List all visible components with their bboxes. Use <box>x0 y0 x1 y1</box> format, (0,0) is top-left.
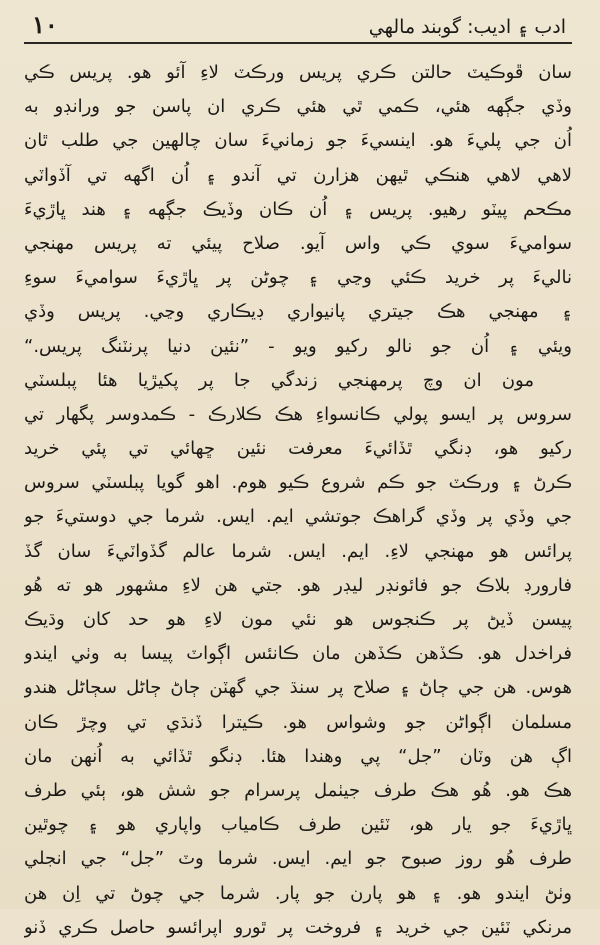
text-line: هڪ هو. هُو هڪ طرف جيٺمل پرسرام جو شش هو، ٻئي طرف <box>24 779 572 801</box>
text-line: فراخدل هو. ڪڏهن ڪڏهن مان ڪانئس اڳواٽ پيسا به وٺي ايندو <box>24 643 572 665</box>
text-line: پرائس هو مهنجي لاءِ. ايم. ايس. شرما عالم گڏواٽيءَ سان گڏ <box>24 540 572 562</box>
text-line: طرف هُو روز صبوح جو ايم. ايس. شرما وٽ ”جل“ جي انجلي <box>24 848 572 870</box>
running-head: ادب ۽ اديب: گوبند مالهي <box>368 16 566 38</box>
text-line: سروس پر ايسو پولي ڪانسواءِ هڪ ڪلارڪ - ڪمدوسر پگهار تي <box>24 403 572 425</box>
text-line: اڳ هن وٽان ”جل“ پي وهندا هئا. ڊنگو ٿڏائي به اُنهن مان <box>24 745 572 767</box>
text-line: ۽ مهنجي هڪ جيتري پانيواري ڊيڪاري وڃي. پريس وڏي <box>24 301 572 323</box>
text-line: سواميءَ سوي ڪي واس آيو. صلاح پيئي ته پريس مهنجي <box>24 232 572 254</box>
text-line: لاهي لاهي هنڪي ٿيهن هزارن تي آندو ۽ اُن اگهه تي آڏواٽي <box>24 164 572 186</box>
text-line: مرنکي ٽئين جي خريد ۽ فروخت پر ٿورو اپرائسو حاصل ڪري ڏنو <box>24 916 572 938</box>
text-line: هوس. هن جي ڄاڻ ۽ صلاح پر سنڌ جي گهٽن ڄاڻ ڄاڻل سڄاڻل هندو <box>24 677 572 699</box>
text-line: اُن جي پليءَ هو. اينسيءَ جو زمانيءَ سان چالهين جي طلب ٿان <box>24 130 572 152</box>
body-text <box>24 56 572 945</box>
text-line: مون ان وچ پرمهنجي زندگي جا پر پکيڙيا هئا پبلسٽي <box>24 369 534 391</box>
page-header <box>24 10 572 40</box>
text-line: جي وڏي پر وڏي گراهڪ جوتشي ايم. ايس. شرما جي دوستيءَ جو <box>24 506 572 528</box>
header-rule <box>24 42 572 44</box>
text-line: ڪرڻ ۽ ورڪٽ جو ڪم شروع ڪيو هوم. اهو گويا پبلسٽي سروس <box>24 472 572 494</box>
text-line: فارورڊ بلاڪ جو فائونڊر ليڊر هو. جتي هن لاءِ مشهور هو ته هُو <box>24 574 572 596</box>
text-line: مڪحم پيٽو رهيو. پريس ۽ اُن ڪان وڏيڪ جڳهه ۽ هند ڀاڙيءَ <box>24 198 572 220</box>
text-line: وڏي جڳهه هئي، ڪمي ٿي هئي ڪري ان پاسن جو ورانڊو به <box>24 96 572 118</box>
text-line: سان ڦوڪيٽ حالتن ڪري پريس ورڪٽ لاءِ آئو هو. پريس ڪي <box>24 62 572 83</box>
text-line: ناليءَ پر خريد ڪئي وڃي ۽ چوڻن پر ڀاڙيءَ سواميءَ سوءِ <box>24 267 572 289</box>
text-line: پيسن ڏيڻ پر ڪنجوس هو نئي مون لاءِ هو حد کان وڌيڪ <box>24 609 572 630</box>
text-line: ويئي ۽ اُن جو نالو رکيو ويو - ”نئين دنيا پرنٽنگ پريس.“ <box>24 335 572 357</box>
text-line: وٺڻ ايندو هو. ۽ هو پارن جو پار. شرما جي چوڻ تي اِن هن <box>24 882 572 904</box>
text-line: رکيو هو، ڊنگي ٿڏائيءَ معرفت نئين ڇهائي تي پئي خريد <box>24 438 572 460</box>
text-line: ڀاڙيءَ جو يار هو، ٽئين طرف ڪامياب واپاري هو ۽ چوٿين <box>24 814 572 836</box>
text-line: مسلمان اڳواڻن جو وشواس هو. ڪيترا ڏنڌي تي وچڙ ڪان <box>24 711 572 733</box>
page-number: ١٠ <box>32 10 58 39</box>
